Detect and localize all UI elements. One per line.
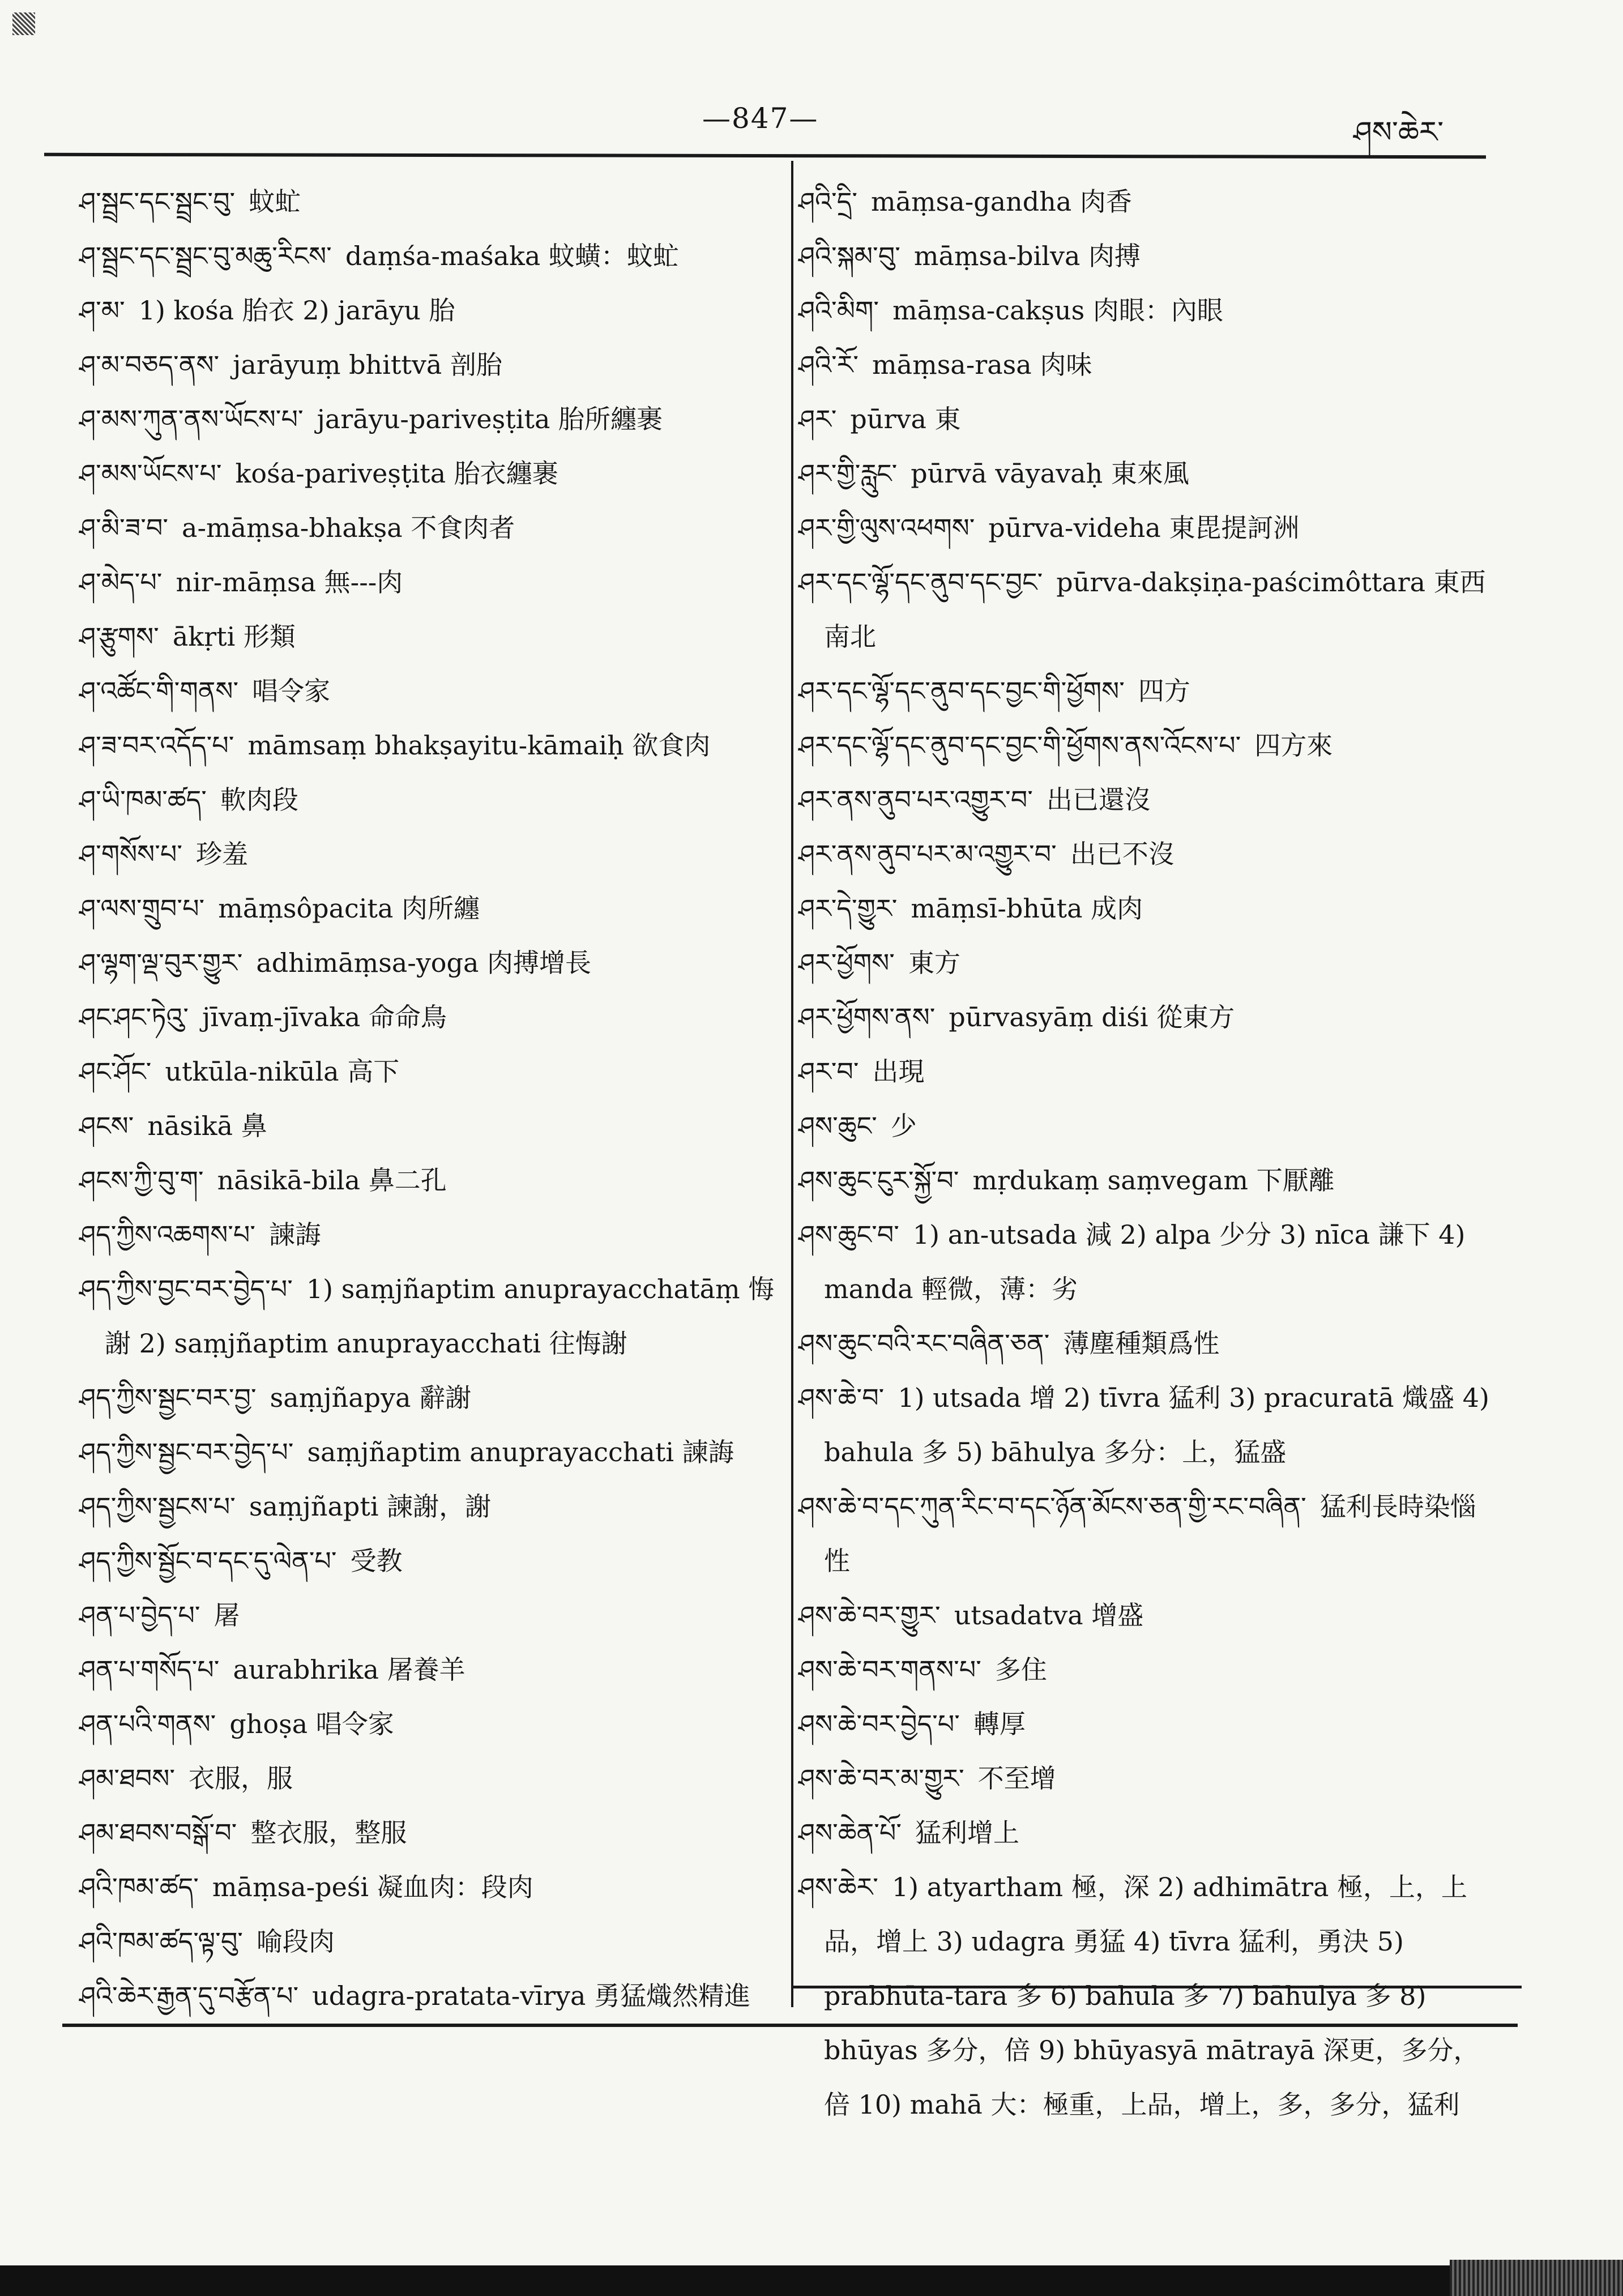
- entry-definition: utkūla-nikūla 高下: [165, 1056, 400, 1087]
- tibetan-headword: ཤད་ཀྱིས་སྦྱང་བར་བྱེད་པ་: [79, 1437, 294, 1467]
- dictionary-entry: [798, 174, 1495, 229]
- dictionary-entry: [798, 990, 1495, 1044]
- tibetan-headword: ཤར་བ་: [798, 1056, 859, 1087]
- entry-definition: 諫誨: [269, 1219, 322, 1250]
- dictionary-entry: [79, 609, 776, 664]
- entry-definition: 四方: [1138, 676, 1190, 706]
- dictionary-entry: [798, 1207, 1495, 1316]
- dictionary-entry: [79, 1044, 776, 1099]
- entry-definition: aurabhrika 屠養羊: [233, 1654, 465, 1685]
- dictionary-entry: [79, 1914, 776, 1969]
- tibetan-headword: ཤངས་ཀྱི་བུ་ག་: [79, 1165, 204, 1196]
- entry-definition: 珍羞: [196, 839, 249, 869]
- tibetan-headword: ཤས་ཆེ་བ་: [798, 1382, 885, 1413]
- dictionary-entry: [798, 936, 1495, 990]
- dictionary-entry: [798, 1479, 1495, 1588]
- dictionary-entry: [79, 881, 776, 936]
- dictionary-entry: [798, 501, 1495, 555]
- entry-definition: 1) an-utsada 減 2) alpa 少分 3) nīca 謙下 4) manda 輕微，薄：劣: [824, 1219, 1466, 1304]
- dictionary-entry: [79, 1479, 776, 1534]
- top-rule: [44, 153, 1486, 159]
- dictionary-entry: [79, 773, 776, 827]
- entry-definition: 1) saṃjñaptim anuprayacchatāṃ 悔謝 2) saṃjñaptim anuprayacchati 往悔謝: [105, 1274, 775, 1359]
- entry-definition: 1) atyartham 極，深 2) adhimātra 極，上，上品，增上 3) udagra 勇猛 4) tīvra 猛利，勇決 5) prabhūta-tara 多 6) bahula 多 7) bāhulya 多 8) bhūyas 多分，倍 9) bhūyasyā mātrayā 深更，多分，倍 10) mahā 大：極重，上品，增上，多，多分，猛利: [824, 1872, 1480, 2120]
- entry-definition: jarāyu-pariveṣṭita 胎所纏裹: [317, 404, 663, 434]
- entry-definition: 多住: [994, 1654, 1047, 1685]
- tibetan-headword: ཤད་ཀྱིས་སྦྱོང་བ་དང་དུ་ལེན་པ་: [79, 1546, 337, 1576]
- tibetan-headword: ཤ་མི་ཟ་བ་: [79, 513, 169, 543]
- tibetan-headword: ཤན་པ་གསོད་པ་: [79, 1654, 220, 1685]
- entry-definition: saṃjñapya 辭謝: [270, 1382, 472, 1413]
- entry-definition: māṃsa-rasa 肉味: [872, 349, 1092, 380]
- entry-definition: kośa-pariveṣṭita 胎衣纏裹: [235, 458, 558, 489]
- entry-definition: 1) utsada 增 2) tīvra 猛利 3) pracuratā 熾盛 4) bahula 多 5) bāhulya 多分：上，猛盛: [824, 1382, 1489, 1467]
- dictionary-entry: [798, 1588, 1495, 1642]
- dictionary-entry: [798, 827, 1495, 881]
- tibetan-headword: ཤས་ཆེ་བར་གྱུར་: [798, 1600, 941, 1631]
- entry-definition: 薄塵種類爲性: [1063, 1328, 1220, 1359]
- dictionary-entry: [79, 1697, 776, 1751]
- dictionary-entry: [79, 283, 776, 338]
- dictionary-entry: [79, 338, 776, 392]
- tibetan-headword: ཤམ་ཐབས་: [79, 1763, 176, 1794]
- dictionary-entry: [79, 1534, 776, 1588]
- dictionary-entry: [798, 229, 1495, 283]
- tibetan-headword: ཤར་ནས་ནུབ་པར་འགྱུར་བ་: [798, 784, 1033, 815]
- entry-definition: ākṛti 形類: [172, 621, 296, 652]
- entry-definition: mṛdukaṃ saṃvegam 下厭離: [972, 1165, 1335, 1196]
- tibetan-headword: ཤ་ལྷག་ལྡ་བུར་གྱུར་: [79, 948, 243, 978]
- dictionary-entry: [79, 1371, 776, 1425]
- entry-definition: 整衣服，整服: [250, 1817, 407, 1848]
- dictionary-entry: [79, 827, 776, 881]
- dictionary-entry: [798, 392, 1495, 446]
- tibetan-headword: ཤ་འཚོང་གི་གནས་: [79, 676, 239, 706]
- tibetan-headword: ཤང་ཤོང་: [79, 1056, 152, 1087]
- tibetan-headword: ཤས་ཆུང་: [798, 1111, 877, 1141]
- tibetan-headword: ཤར་ཕྱོགས་ནས་: [798, 1002, 936, 1032]
- tibetan-headword: ཤས་ཆེ་བར་བྱེད་པ་: [798, 1709, 960, 1739]
- dictionary-entry: [798, 1316, 1495, 1371]
- entry-definition: 不至增: [977, 1763, 1056, 1794]
- dictionary-entry: [798, 1806, 1495, 1860]
- running-head: ཤས་ཆེར་: [1353, 116, 1444, 150]
- entry-definition: māṃsī-bhūta 成肉: [911, 893, 1143, 924]
- entry-definition: nāsikā 鼻: [147, 1111, 267, 1141]
- entry-definition: saṃjñaptim anuprayacchati 諫誨: [307, 1437, 734, 1467]
- dictionary-entry: [79, 1751, 776, 1806]
- left-column: [79, 174, 776, 2023]
- dictionary-entry: [798, 446, 1495, 501]
- dictionary-entry: [79, 229, 776, 283]
- scan-artifact: [12, 12, 35, 35]
- entry-definition: pūrva-videha 東毘提訶洲: [988, 513, 1300, 543]
- tibetan-headword: ཤའི་ཁམ་ཚད་ལྟ་བུ་: [79, 1926, 243, 1957]
- entry-definition: māṃsôpacita 肉所纏: [218, 893, 480, 924]
- tibetan-headword: ཤས་ཆེ་བ་དང་ཀུན་རིང་བ་དང་ཉོན་མོངས་ཅན་གྱི་རང་བཞིན་: [798, 1491, 1306, 1522]
- entry-definition: 軟肉段: [220, 784, 298, 815]
- tibetan-headword: ཤ་ཡི་ཁམ་ཚད་: [79, 784, 207, 815]
- tibetan-headword: ཤད་ཀྱིས་འཆགས་པ་: [79, 1219, 256, 1250]
- tibetan-headword: ཤའི་ཆེར་རྒྱན་དུ་བརྩོན་པ་: [79, 1981, 299, 2011]
- entry-definition: 1) kośa 胎衣 2) jarāyu 胎: [138, 295, 455, 326]
- entry-definition: 東方: [908, 948, 960, 978]
- entry-definition: māṃsa-bilva 肉搏: [913, 241, 1141, 271]
- entry-definition: 唱令家: [252, 676, 331, 706]
- tibetan-headword: ཤ་མེད་པ་: [79, 567, 163, 598]
- tibetan-headword: ཤམ་ཐབས་བསྒོ་བ་: [79, 1817, 237, 1848]
- dictionary-entry: [798, 555, 1495, 664]
- tibetan-headword: ཤས་ཆེན་པོ་: [798, 1817, 902, 1848]
- entry-definition: daṃśa-maśaka 蚊蟥：蚊虻: [345, 241, 679, 271]
- entry-definition: ghoṣa 唱令家: [229, 1709, 394, 1739]
- entry-definition: māmsaṃ bhakṣayitu-kāmaiḥ 欲食肉: [247, 730, 711, 761]
- tibetan-headword: ཤན་པའི་གནས་: [79, 1709, 216, 1739]
- entry-definition: 出已還沒: [1046, 784, 1151, 815]
- tibetan-headword: ཤད་ཀྱིས་སྦྱངས་པ་: [79, 1491, 236, 1522]
- tibetan-headword: ཤའི་ཁམ་ཚད་: [79, 1872, 199, 1902]
- dictionary-entry: [798, 283, 1495, 338]
- entry-definition: 受教: [350, 1546, 403, 1576]
- entry-definition: 喻段肉: [256, 1926, 335, 1957]
- tibetan-headword: ཤས་ཆུང་བའི་རང་བཞིན་ཅན་: [798, 1328, 1050, 1359]
- entry-definition: jarāyuṃ bhittvā 剖胎: [233, 349, 502, 380]
- entry-definition: 四方來: [1254, 730, 1333, 761]
- tibetan-headword: ཤའི་མིག་: [798, 295, 879, 326]
- dictionary-entry: [79, 501, 776, 555]
- dictionary-entry: [798, 1860, 1495, 2132]
- dictionary-entry: [79, 392, 776, 446]
- entry-definition: 出已不沒: [1070, 839, 1174, 869]
- tibetan-headword: ཤ་གསོས་པ་: [79, 839, 183, 869]
- dictionary-entry: [798, 773, 1495, 827]
- entry-definition: 出現: [872, 1056, 925, 1087]
- tibetan-headword: ཤང་ཤང་ཏེའུ་: [79, 1002, 189, 1032]
- entry-definition: 少: [890, 1111, 917, 1141]
- tibetan-headword: ཤ་ཟ་བར་འདོད་པ་: [79, 730, 234, 761]
- page-number: —847—: [702, 102, 819, 135]
- tibetan-headword: ཤར་གྱི་ལུས་འཕགས་: [798, 513, 975, 543]
- tibetan-headword: ཤ་ལས་གྲུབ་པ་: [79, 893, 205, 924]
- tibetan-headword: ཤ་མས་ཡོངས་པ་: [79, 458, 222, 489]
- entry-definition: māṃsa-cakṣus 肉眼：內眼: [892, 295, 1223, 326]
- entry-definition: 屠: [213, 1600, 240, 1631]
- dictionary-entry: [79, 1207, 776, 1262]
- tibetan-headword: ཤས་ཆུང་བ་: [798, 1219, 899, 1250]
- tibetan-headword: ཤར་དང་ལྷོ་དང་ནུབ་དང་བྱང་གི་ཕྱོགས་ནས་འོངས་པ་: [798, 730, 1241, 761]
- dictionary-entry: [798, 664, 1495, 718]
- dictionary-entry: [79, 555, 776, 609]
- scan-edge-noise: [1450, 2260, 1623, 2296]
- tibetan-headword: ཤས་ཆེ་བར་གནས་པ་: [798, 1654, 981, 1685]
- entry-definition: saṃjñapti 諫謝，謝: [249, 1491, 492, 1522]
- entry-definition: udagra-pratata-vīrya 勇猛熾然精進: [312, 1981, 750, 2011]
- entry-definition: nāsikā-bila 鼻二孔: [217, 1165, 447, 1196]
- dictionary-entry: [798, 1153, 1495, 1207]
- dictionary-entry: [79, 1642, 776, 1697]
- entry-definition: nir-māṃsa 無---肉: [176, 567, 403, 598]
- scan-edge: [0, 2265, 1623, 2296]
- dictionary-entry: [79, 936, 776, 990]
- tibetan-headword: ཤར་དེ་གྱུར་: [798, 893, 898, 924]
- tibetan-headword: ཤའི་རོ་: [798, 349, 859, 380]
- tibetan-headword: ཤའི་སྐམ་བུ་: [798, 241, 900, 271]
- tibetan-headword: ཤས་ཆུང་ངུར་སྐྱོ་བ་: [798, 1165, 959, 1196]
- tibetan-headword: ཤ་མས་ཀུན་ནས་ཡོངས་པ་: [79, 404, 304, 434]
- dictionary-entry: [798, 881, 1495, 936]
- dictionary-entry: [79, 718, 776, 773]
- entry-definition: utsadatva 增盛: [954, 1600, 1144, 1631]
- dictionary-entry: [798, 338, 1495, 392]
- dictionary-entry: [79, 174, 776, 229]
- tibetan-headword: ཤ་མ་བཅད་ནས་: [79, 349, 220, 380]
- right-column: [798, 174, 1495, 2132]
- dictionary-entry: [798, 1371, 1495, 1479]
- entry-definition: 猛利長時染惱性: [824, 1491, 1476, 1576]
- entry-definition: 猛利增上: [915, 1817, 1020, 1848]
- tibetan-headword: ཤར་ནས་ནུབ་པར་མ་འགྱུར་བ་: [798, 839, 1057, 869]
- dictionary-entry: [798, 1099, 1495, 1153]
- tibetan-headword: ཤས་ཆེ་བར་མ་གྱུར་: [798, 1763, 964, 1794]
- tibetan-headword: ཤད་ཀྱིས་སྦྱང་བར་བྱ་: [79, 1382, 257, 1413]
- entry-definition: pūrva-dakṣiṇa-paścimôttara 東西南北: [824, 567, 1486, 652]
- tibetan-headword: ཤར་དང་ལྷོ་དང་ནུབ་དང་བྱང་གི་ཕྱོགས་: [798, 676, 1125, 706]
- tibetan-headword: ཤར་གྱི་རླུང་: [798, 458, 898, 489]
- dictionary-entry: [79, 1969, 776, 2023]
- dictionary-entry: [79, 1860, 776, 1914]
- tibetan-headword: ཤར་དང་ལྷོ་དང་ནུབ་དང་བྱང་: [798, 567, 1043, 598]
- entry-definition: 衣服，服: [189, 1763, 293, 1794]
- entry-definition: a-māṃsa-bhakṣa 不食肉者: [182, 513, 515, 543]
- dictionary-entry: [79, 1425, 776, 1479]
- entry-definition: adhimāṃsa-yoga 肉搏增長: [256, 948, 591, 978]
- entry-definition: māṃsa-gandha 肉香: [871, 186, 1132, 217]
- entry-definition: pūrvā vāyavaḥ 東來風: [911, 458, 1189, 489]
- tibetan-headword: ཤའི་དྲི་: [798, 186, 858, 217]
- dictionary-entry: [79, 1099, 776, 1153]
- dictionary-entry: [79, 1806, 776, 1860]
- dictionary-entry: [798, 718, 1495, 773]
- tibetan-headword: ཤར་: [798, 404, 837, 434]
- entry-definition: 蚊虻: [249, 186, 301, 217]
- tibetan-headword: ཤན་པ་བྱེད་པ་: [79, 1600, 200, 1631]
- entry-definition: pūrvasyāṃ diśi 從東方: [949, 1002, 1235, 1032]
- dictionary-entry: [798, 1044, 1495, 1099]
- entry-definition: 轉厚: [973, 1709, 1026, 1739]
- dictionary-entry: [79, 990, 776, 1044]
- tibetan-headword: ཤ་སྦྲང་དང་སྦྲང་བུ་མཆུ་རིངས་: [79, 241, 332, 271]
- entry-definition: jīvaṃ-jīvaka 命命鳥: [202, 1002, 447, 1032]
- entry-definition: māṃsa-peśi 凝血肉：段肉: [212, 1872, 533, 1902]
- tibetan-headword: ཤ་རྩུགས་: [79, 621, 159, 652]
- dictionary-entry: [79, 1153, 776, 1207]
- tibetan-headword: ཤད་ཀྱིས་བྱང་བར་བྱེད་པ་: [79, 1274, 293, 1304]
- dictionary-entry: [798, 1642, 1495, 1697]
- dictionary-entry: [79, 446, 776, 501]
- dictionary-entry: [79, 1588, 776, 1642]
- dictionary-entry: [79, 664, 776, 718]
- dictionary-entry: [798, 1751, 1495, 1806]
- column-divider: [791, 161, 793, 2007]
- tibetan-headword: ཤས་ཆེར་: [798, 1872, 878, 1902]
- tibetan-headword: ཤ་སྦྲང་དང་སྦྲང་བུ་: [79, 186, 236, 217]
- entry-definition: pūrva 東: [850, 404, 961, 434]
- tibetan-headword: ཤར་ཕྱོགས་: [798, 948, 895, 978]
- tibetan-headword: ཤངས་: [79, 1111, 134, 1141]
- tibetan-headword: ཤ་མ་: [79, 295, 125, 326]
- dictionary-entry: [798, 1697, 1495, 1751]
- dictionary-entry: [79, 1262, 776, 1371]
